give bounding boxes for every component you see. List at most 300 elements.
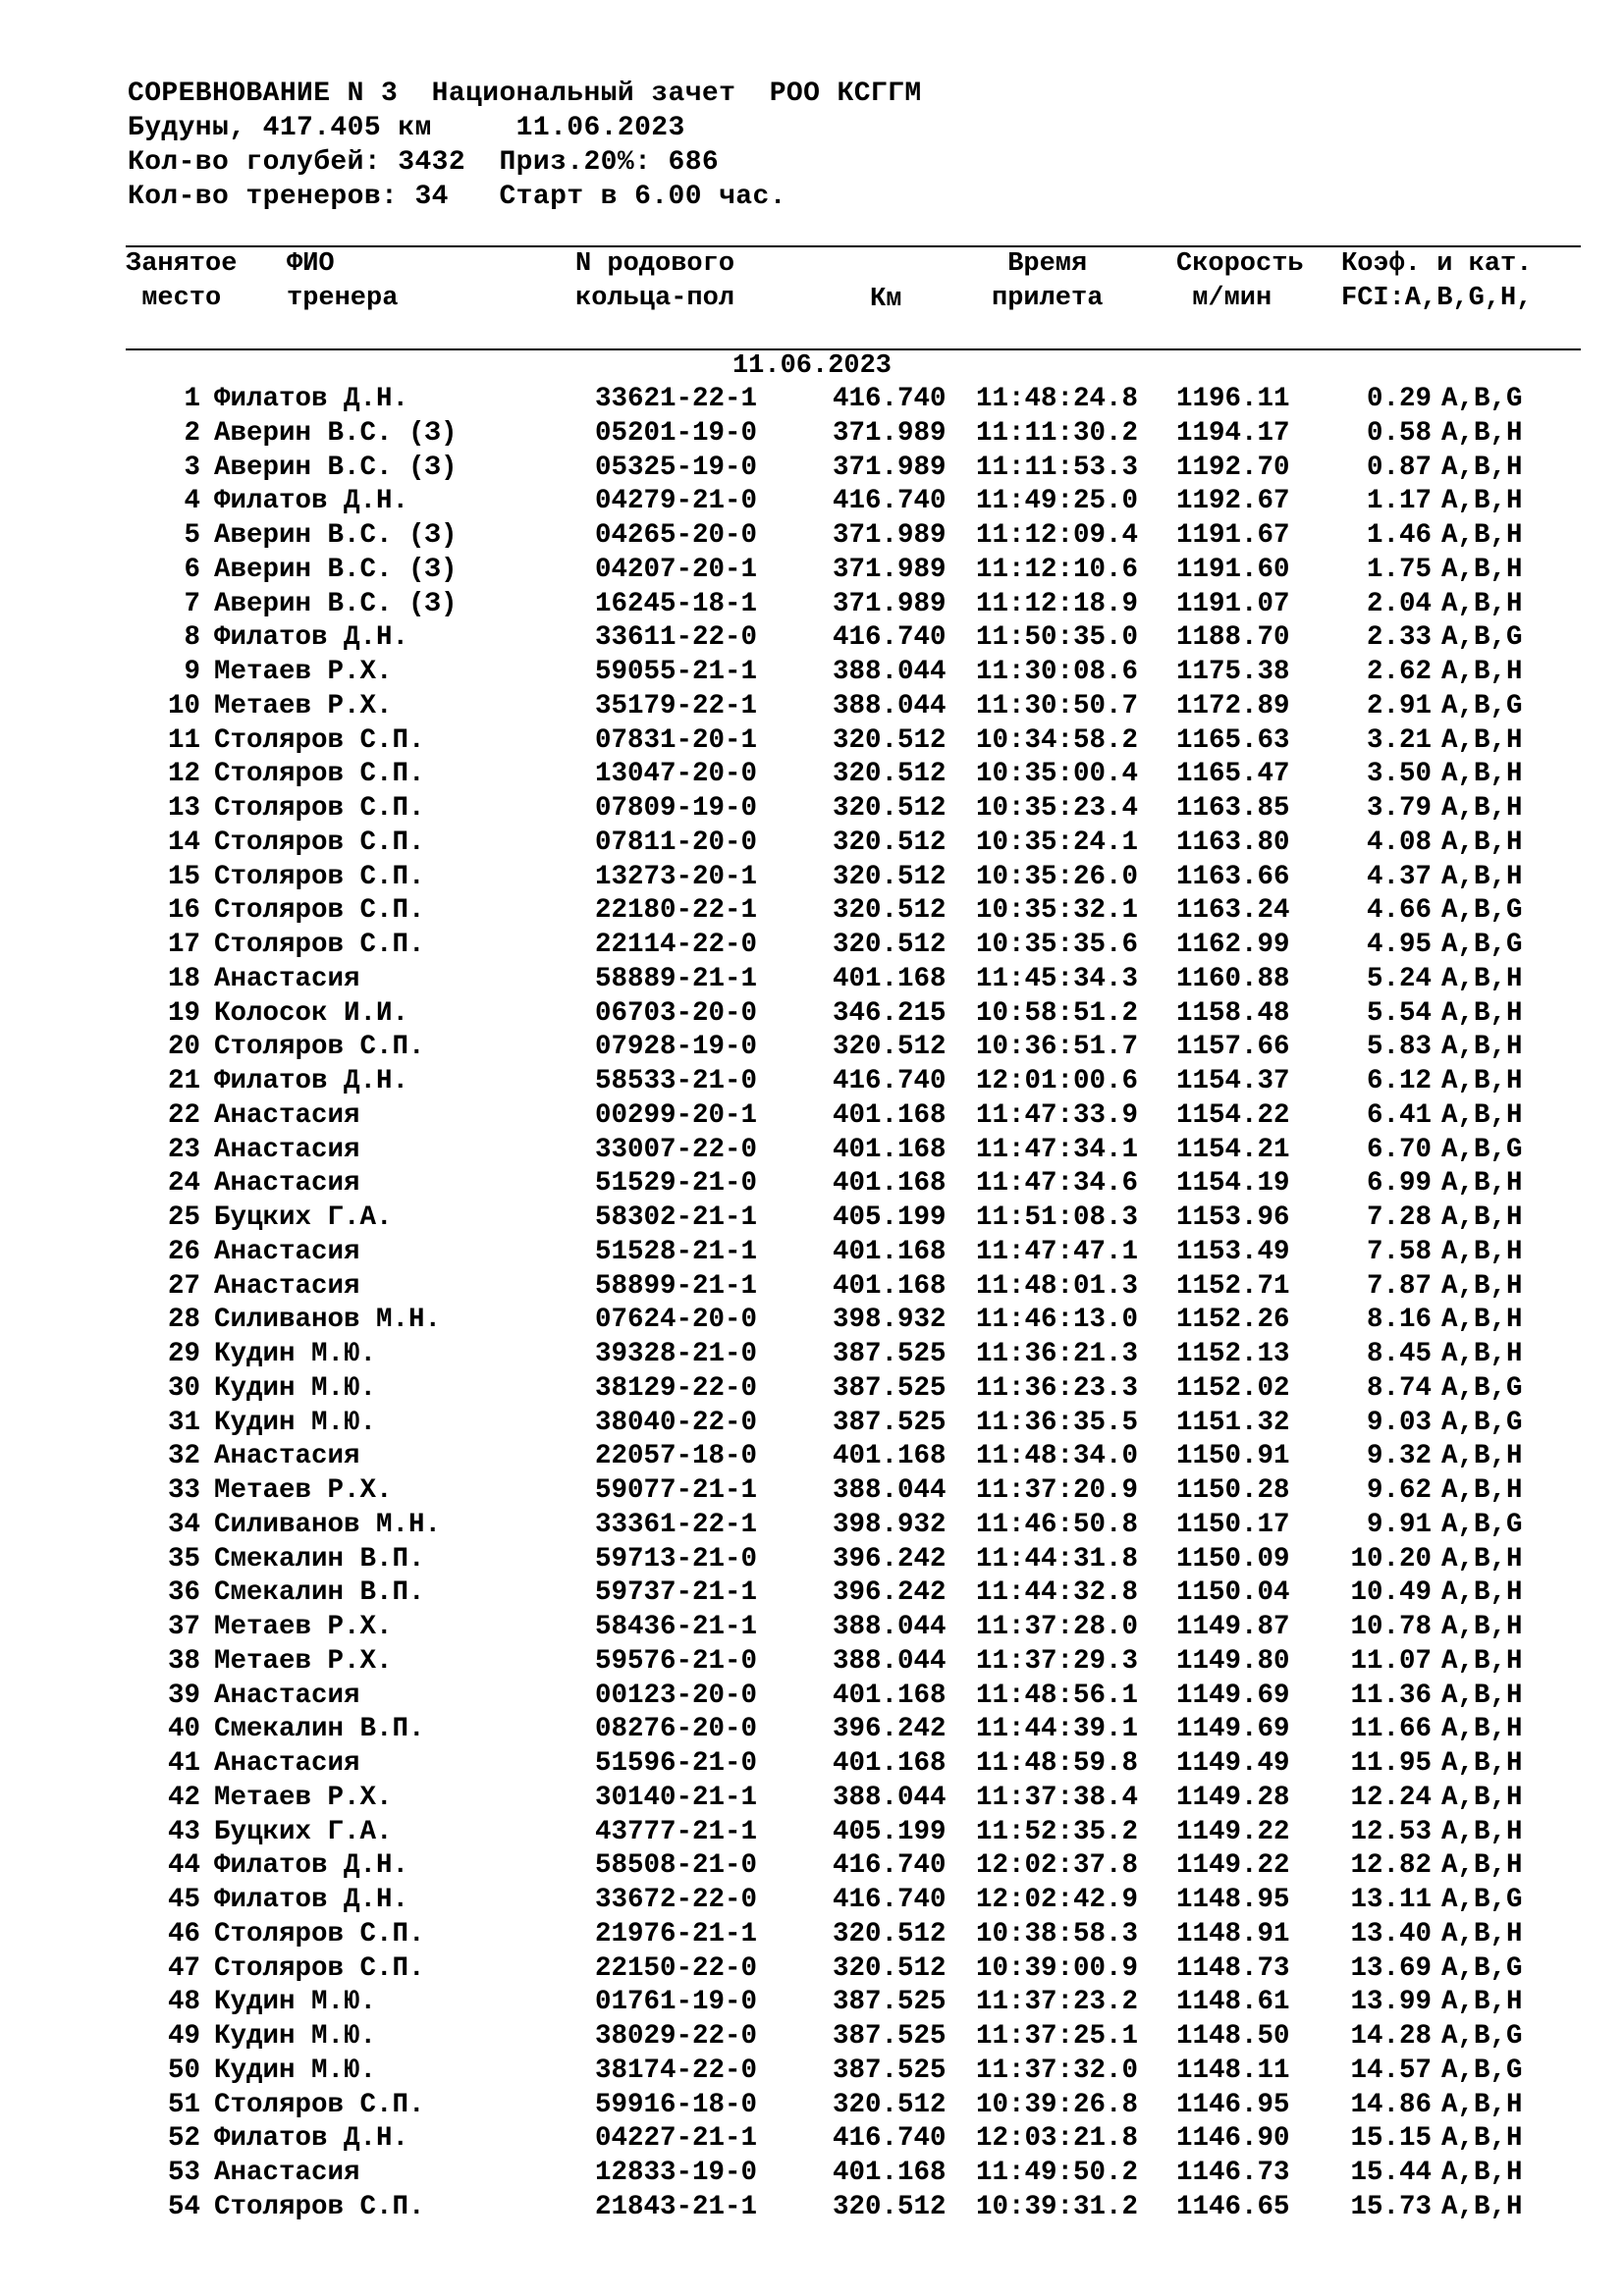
table-row: [0, 929, 1624, 963]
cell-km: 320.512: [833, 2191, 947, 2222]
cell-speed: 1149.80: [1176, 1645, 1290, 1677]
cell-ring: 07928-19-0: [595, 1032, 758, 1063]
table-row: [0, 690, 1624, 724]
cell-ring: 22114-22-0: [595, 930, 758, 960]
cell-name: Столяров С.П.: [214, 759, 425, 790]
cell-speed: 1196.11: [1176, 384, 1290, 414]
cell-ring: 51596-21-0: [595, 1748, 758, 1779]
table-row: [0, 1611, 1624, 1645]
cell-name: Колосок И.И.: [214, 997, 409, 1029]
cell-speed: 1146.90: [1176, 2123, 1290, 2155]
cell-place: 3: [184, 452, 200, 483]
cell-speed: 1148.11: [1176, 2055, 1290, 2086]
cell-place: 28: [167, 1305, 200, 1336]
cell-time: 11:47:33.9: [976, 1099, 1139, 1131]
cell-cat: A,B,H: [1441, 1782, 1523, 1813]
cell-coef: 2.04: [1366, 588, 1432, 619]
cell-time: 11:12:18.9: [976, 588, 1139, 619]
cell-name: Анастасия: [214, 1748, 360, 1779]
cell-coef: 9.62: [1366, 1475, 1432, 1506]
cell-cat: A,B,H: [1441, 1987, 1523, 2018]
cell-speed: 1149.22: [1176, 1816, 1290, 1847]
cell-time: 11:48:34.0: [976, 1441, 1139, 1472]
cell-km: 320.512: [833, 759, 947, 790]
cell-speed: 1162.99: [1176, 930, 1290, 960]
cell-time: 11:30:50.7: [976, 690, 1139, 721]
cell-cat: A,B,H: [1441, 1066, 1523, 1096]
cell-cat: A,B,G: [1441, 1509, 1523, 1540]
cell-time: 11:46:50.8: [976, 1509, 1139, 1540]
cell-name: Метаев Р.Х.: [214, 1612, 393, 1642]
table-row: [0, 417, 1624, 452]
col-header-name: ФИО тренера: [287, 249, 399, 313]
cell-name: Филатов Д.Н.: [214, 1066, 409, 1096]
cell-coef: 1.75: [1366, 554, 1432, 585]
cell-time: 11:47:34.1: [976, 1134, 1139, 1165]
cell-km: 396.242: [833, 1543, 947, 1575]
cell-speed: 1150.09: [1176, 1543, 1290, 1575]
cell-speed: 1154.19: [1176, 1168, 1290, 1200]
cell-cat: A,B,H: [1441, 1714, 1523, 1745]
cell-speed: 1175.38: [1176, 657, 1290, 687]
cell-cat: A,B,G: [1441, 2021, 1523, 2052]
cell-speed: 1150.17: [1176, 1509, 1290, 1540]
table-row: [0, 792, 1624, 827]
cell-coef: 4.95: [1366, 930, 1432, 960]
cell-coef: 13.40: [1350, 1918, 1432, 1949]
cell-speed: 1146.95: [1176, 2089, 1290, 2120]
cell-place: 50: [167, 2055, 200, 2086]
cell-cat: A,B,H: [1441, 520, 1523, 551]
cell-speed: 1157.66: [1176, 1032, 1290, 1063]
header-trainer-count: Кол-во тренеров: 34 Старт в 6.00 час.: [128, 182, 786, 212]
cell-place: 40: [167, 1714, 200, 1745]
cell-km: 416.740: [833, 486, 947, 517]
cell-name: Анастасия: [214, 1680, 360, 1711]
cell-time: 11:45:34.3: [976, 963, 1139, 994]
cell-time: 11:52:35.2: [976, 1816, 1139, 1847]
cell-coef: 11.95: [1350, 1748, 1432, 1779]
cell-cat: A,B,H: [1441, 1645, 1523, 1677]
cell-cat: A,B,H: [1441, 1441, 1523, 1472]
cell-speed: 1192.67: [1176, 486, 1290, 517]
cell-place: 43: [167, 1816, 200, 1847]
cell-coef: 2.62: [1366, 657, 1432, 687]
cell-cat: A,B,H: [1441, 1577, 1523, 1609]
cell-km: 388.044: [833, 1645, 947, 1677]
cell-coef: 9.32: [1366, 1441, 1432, 1472]
cell-time: 11:37:32.0: [976, 2055, 1139, 2086]
cell-ring: 33672-22-0: [595, 1885, 758, 1915]
cell-ring: 59077-21-1: [595, 1475, 758, 1506]
cell-speed: 1148.73: [1176, 1952, 1290, 1984]
cell-time: 12:01:00.6: [976, 1066, 1139, 1096]
cell-coef: 11.07: [1350, 1645, 1432, 1677]
cell-coef: 13.99: [1350, 1987, 1432, 2018]
cell-ring: 58889-21-1: [595, 963, 758, 994]
cell-place: 42: [167, 1782, 200, 1813]
cell-ring: 08276-20-0: [595, 1714, 758, 1745]
cell-ring: 22057-18-0: [595, 1441, 758, 1472]
cell-time: 11:48:24.8: [976, 384, 1139, 414]
cell-time: 11:11:53.3: [976, 452, 1139, 483]
cell-place: 2: [184, 417, 200, 449]
cell-coef: 3.21: [1366, 724, 1432, 756]
cell-coef: 0.29: [1366, 384, 1432, 414]
cell-km: 396.242: [833, 1714, 947, 1745]
table-row: [0, 1747, 1624, 1782]
cell-name: Метаев Р.Х.: [214, 690, 393, 721]
cell-name: Метаев Р.Х.: [214, 657, 393, 687]
cell-km: 401.168: [833, 1270, 947, 1302]
cell-place: 6: [184, 554, 200, 585]
col-header-km: Км: [870, 285, 902, 314]
cell-speed: 1191.67: [1176, 520, 1290, 551]
table-row: [0, 1236, 1624, 1270]
cell-ring: 04279-21-0: [595, 486, 758, 517]
cell-time: 12:02:42.9: [976, 1885, 1139, 1915]
cell-speed: 1154.37: [1176, 1066, 1290, 1096]
cell-name: Аверин В.С. (З): [214, 520, 458, 551]
cell-time: 10:35:24.1: [976, 827, 1139, 858]
cell-cat: A,B,G: [1441, 1372, 1523, 1404]
cell-cat: A,B,G: [1441, 690, 1523, 721]
cell-km: 320.512: [833, 1918, 947, 1949]
cell-speed: 1148.91: [1176, 1918, 1290, 1949]
cell-name: Филатов Д.Н.: [214, 1885, 409, 1915]
cell-coef: 11.36: [1350, 1680, 1432, 1711]
cell-name: Аверин В.С. (З): [214, 417, 458, 449]
cell-speed: 1158.48: [1176, 997, 1290, 1029]
cell-km: 401.168: [833, 1236, 947, 1267]
cell-speed: 1149.28: [1176, 1782, 1290, 1813]
cell-cat: A,B,H: [1441, 554, 1523, 585]
col-header-time: Время прилета: [992, 249, 1104, 313]
cell-name: Филатов Д.Н.: [214, 622, 409, 654]
cell-ring: 07811-20-0: [595, 827, 758, 858]
cell-cat: A,B,H: [1441, 486, 1523, 517]
cell-name: Анастасия: [214, 1168, 360, 1200]
table-row: [0, 1986, 1624, 2020]
cell-time: 12:02:37.8: [976, 1850, 1139, 1882]
cell-place: 46: [167, 1918, 200, 1949]
cell-time: 10:35:00.4: [976, 759, 1139, 790]
cell-speed: 1152.02: [1176, 1372, 1290, 1404]
cell-km: 387.525: [833, 2021, 947, 2052]
cell-time: 10:58:51.2: [976, 997, 1139, 1029]
cell-coef: 9.03: [1366, 1407, 1432, 1438]
table-row: [0, 1440, 1624, 1474]
cell-km: 416.740: [833, 622, 947, 654]
cell-coef: 15.73: [1350, 2191, 1432, 2222]
cell-time: 11:37:29.3: [976, 1645, 1139, 1677]
cell-speed: 1149.69: [1176, 1680, 1290, 1711]
cell-speed: 1149.69: [1176, 1714, 1290, 1745]
cell-coef: 10.78: [1350, 1612, 1432, 1642]
cell-cat: A,B,H: [1441, 793, 1523, 824]
header-title: СОРЕВНОВАНИЕ N 3 Национальный зачет РОО КСГГМ: [128, 79, 922, 109]
table-row: [0, 1918, 1624, 1952]
cell-km: 320.512: [833, 724, 947, 756]
cell-name: Анастасия: [214, 1270, 360, 1302]
cell-place: 29: [167, 1339, 200, 1369]
cell-km: 371.989: [833, 554, 947, 585]
table-row: [0, 1201, 1624, 1236]
cell-name: Столяров С.П.: [214, 724, 425, 756]
cell-time: 10:38:58.3: [976, 1918, 1139, 1949]
cell-name: Метаев Р.Х.: [214, 1475, 393, 1506]
cell-ring: 07809-19-0: [595, 793, 758, 824]
cell-cat: A,B,G: [1441, 622, 1523, 654]
cell-km: 388.044: [833, 690, 947, 721]
cell-coef: 14.28: [1350, 2021, 1432, 2052]
cell-ring: 43777-21-1: [595, 1816, 758, 1847]
cell-place: 27: [167, 1270, 200, 1302]
table-row: [0, 2122, 1624, 2157]
cell-speed: 1153.96: [1176, 1202, 1290, 1233]
cell-ring: 05201-19-0: [595, 417, 758, 449]
cell-km: 320.512: [833, 895, 947, 927]
table-row: [0, 588, 1624, 622]
cell-time: 11:37:38.4: [976, 1782, 1139, 1813]
cell-ring: 59055-21-1: [595, 657, 758, 687]
cell-name: Кудин М.Ю.: [214, 1407, 377, 1438]
cell-speed: 1154.22: [1176, 1099, 1290, 1131]
table-row: [0, 1304, 1624, 1338]
cell-name: Столяров С.П.: [214, 1952, 425, 1984]
table-row: [0, 758, 1624, 792]
table-row: [0, 861, 1624, 895]
cell-name: Столяров С.П.: [214, 895, 425, 927]
table-row: [0, 1065, 1624, 1099]
cell-ring: 38029-22-0: [595, 2021, 758, 2052]
cell-coef: 15.44: [1350, 2158, 1432, 2188]
cell-time: 10:36:51.7: [976, 1032, 1139, 1063]
cell-name: Столяров С.П.: [214, 827, 425, 858]
cell-name: Анастасия: [214, 1441, 360, 1472]
col-header-speed: Скорость м/мин: [1176, 249, 1304, 313]
cell-place: 13: [167, 793, 200, 824]
cell-time: 11:50:35.0: [976, 622, 1139, 654]
cell-time: 11:37:25.1: [976, 2021, 1139, 2052]
cell-name: Столяров С.П.: [214, 1032, 425, 1063]
table-row: [0, 1816, 1624, 1850]
cell-place: 5: [184, 520, 200, 551]
cell-speed: 1149.49: [1176, 1748, 1290, 1779]
cell-km: 387.525: [833, 1407, 947, 1438]
cell-cat: A,B,H: [1441, 997, 1523, 1029]
table-row: [0, 1338, 1624, 1372]
cell-time: 11:48:56.1: [976, 1680, 1139, 1711]
cell-ring: 59916-18-0: [595, 2089, 758, 2120]
cell-ring: 59737-21-1: [595, 1577, 758, 1609]
cell-place: 8: [184, 622, 200, 654]
table-row: [0, 1713, 1624, 1747]
cell-ring: 58899-21-1: [595, 1270, 758, 1302]
cell-cat: A,B,H: [1441, 827, 1523, 858]
cell-name: Буцких Г.А.: [214, 1816, 393, 1847]
cell-time: 11:12:10.6: [976, 554, 1139, 585]
cell-cat: A,B,H: [1441, 1202, 1523, 1233]
cell-speed: 1188.70: [1176, 622, 1290, 654]
cell-name: Аверин В.С. (З): [214, 452, 458, 483]
col-header-coef-cat: Коэф. и кат. FCI:A,B,G,H,: [1341, 249, 1533, 313]
cell-place: 12: [167, 759, 200, 790]
cell-ring: 21843-21-1: [595, 2191, 758, 2222]
cell-name: Силиванов М.Н.: [214, 1509, 442, 1540]
cell-time: 11:11:30.2: [976, 417, 1139, 449]
cell-time: 11:36:35.5: [976, 1407, 1139, 1438]
cell-cat: A,B,H: [1441, 1748, 1523, 1779]
cell-place: 20: [167, 1032, 200, 1063]
table-row: [0, 1884, 1624, 1918]
cell-time: 12:03:21.8: [976, 2123, 1139, 2155]
cell-cat: A,B,H: [1441, 2123, 1523, 2155]
cell-ring: 21976-21-1: [595, 1918, 758, 1949]
cell-coef: 12.24: [1350, 1782, 1432, 1813]
table-row: [0, 2020, 1624, 2055]
cell-ring: 13047-20-0: [595, 759, 758, 790]
cell-place: 17: [167, 930, 200, 960]
cell-cat: A,B,H: [1441, 963, 1523, 994]
cell-km: 401.168: [833, 1748, 947, 1779]
table-row: [0, 452, 1624, 486]
cell-ring: 05325-19-0: [595, 452, 758, 483]
cell-cat: A,B,H: [1441, 1168, 1523, 1200]
cell-name: Филатов Д.Н.: [214, 1850, 409, 1882]
cell-time: 11:51:08.3: [976, 1202, 1139, 1233]
cell-speed: 1148.50: [1176, 2021, 1290, 2052]
cell-km: 371.989: [833, 588, 947, 619]
table-row: [0, 2089, 1624, 2123]
cell-time: 11:36:21.3: [976, 1339, 1139, 1369]
cell-time: 11:49:25.0: [976, 486, 1139, 517]
results-table: [0, 383, 1624, 2225]
col-header-ring: N родового кольца-пол: [575, 249, 735, 313]
cell-time: 11:47:47.1: [976, 1236, 1139, 1267]
cell-km: 416.740: [833, 1885, 947, 1915]
cell-speed: 1153.49: [1176, 1236, 1290, 1267]
table-row: [0, 383, 1624, 417]
cell-speed: 1154.21: [1176, 1134, 1290, 1165]
cell-ring: 39328-21-0: [595, 1339, 758, 1369]
cell-coef: 2.33: [1366, 622, 1432, 654]
cell-coef: 0.58: [1366, 417, 1432, 449]
table-row: [0, 1474, 1624, 1509]
cell-place: 31: [167, 1407, 200, 1438]
cell-speed: 1163.80: [1176, 827, 1290, 858]
table-row: [0, 1576, 1624, 1611]
cell-name: Аверин В.С. (З): [214, 554, 458, 585]
cell-cat: A,B,H: [1441, 724, 1523, 756]
cell-place: 32: [167, 1441, 200, 1472]
table-row: [0, 485, 1624, 519]
cell-ring: 16245-18-1: [595, 588, 758, 619]
cell-cat: A,B,H: [1441, 2089, 1523, 2120]
cell-name: Кудин М.Ю.: [214, 1339, 377, 1369]
cell-speed: 1148.61: [1176, 1987, 1290, 2018]
table-row: [0, 1680, 1624, 1714]
cell-speed: 1163.24: [1176, 895, 1290, 927]
cell-ring: 33361-22-1: [595, 1509, 758, 1540]
cell-cat: A,B,H: [1441, 1032, 1523, 1063]
cell-place: 37: [167, 1612, 200, 1642]
cell-coef: 1.17: [1366, 486, 1432, 517]
table-row: [0, 1167, 1624, 1201]
cell-ring: 38174-22-0: [595, 2055, 758, 2086]
cell-name: Кудин М.Ю.: [214, 2021, 377, 2052]
cell-cat: A,B,G: [1441, 384, 1523, 414]
cell-place: 34: [167, 1509, 200, 1540]
table-row: [0, 621, 1624, 656]
cell-place: 38: [167, 1645, 200, 1677]
cell-km: 388.044: [833, 1475, 947, 1506]
cell-place: 39: [167, 1680, 200, 1711]
cell-km: 398.932: [833, 1305, 947, 1336]
cell-km: 320.512: [833, 861, 947, 892]
cell-place: 7: [184, 588, 200, 619]
cell-km: 405.199: [833, 1202, 947, 1233]
table-row: [0, 1782, 1624, 1816]
cell-name: Смекалин В.П.: [214, 1543, 425, 1575]
cell-cat: A,B,H: [1441, 1680, 1523, 1711]
cell-km: 398.932: [833, 1509, 947, 1540]
cell-coef: 6.99: [1366, 1168, 1432, 1200]
cell-cat: A,B,H: [1441, 1305, 1523, 1336]
table-row: [0, 2191, 1624, 2225]
cell-cat: A,B,G: [1441, 1134, 1523, 1165]
table-row: [0, 1952, 1624, 1987]
table-row: [0, 2055, 1624, 2089]
cell-ring: 06703-20-0: [595, 997, 758, 1029]
cell-coef: 7.28: [1366, 1202, 1432, 1233]
cell-place: 19: [167, 997, 200, 1029]
cell-cat: A,B,G: [1441, 1885, 1523, 1915]
cell-cat: A,B,H: [1441, 1236, 1523, 1267]
cell-ring: 58508-21-0: [595, 1850, 758, 1882]
cell-ring: 07831-20-1: [595, 724, 758, 756]
cell-cat: A,B,H: [1441, 452, 1523, 483]
cell-ring: 33621-22-1: [595, 384, 758, 414]
cell-coef: 5.83: [1366, 1032, 1432, 1063]
table-row: [0, 963, 1624, 997]
cell-km: 346.215: [833, 997, 947, 1029]
cell-name: Столяров С.П.: [214, 2089, 425, 2120]
cell-ring: 22150-22-0: [595, 1952, 758, 1984]
cell-name: Анастасия: [214, 1134, 360, 1165]
report-header: [128, 77, 922, 214]
cell-time: 11:46:13.0: [976, 1305, 1139, 1336]
table-row: [0, 656, 1624, 690]
cell-km: 401.168: [833, 963, 947, 994]
cell-name: Кудин М.Ю.: [214, 1987, 377, 2018]
cell-cat: A,B,H: [1441, 759, 1523, 790]
cell-km: 416.740: [833, 1066, 947, 1096]
cell-km: 320.512: [833, 1952, 947, 1984]
cell-place: 14: [167, 827, 200, 858]
cell-place: 18: [167, 963, 200, 994]
cell-speed: 1151.32: [1176, 1407, 1290, 1438]
cell-km: 320.512: [833, 2089, 947, 2120]
cell-coef: 6.70: [1366, 1134, 1432, 1165]
cell-name: Кудин М.Ю.: [214, 2055, 377, 2086]
cell-place: 26: [167, 1236, 200, 1267]
cell-cat: A,B,H: [1441, 2191, 1523, 2222]
cell-speed: 1194.17: [1176, 417, 1290, 449]
table-row: [0, 827, 1624, 861]
cell-name: Аверин В.С. (З): [214, 588, 458, 619]
cell-coef: 2.91: [1366, 690, 1432, 721]
